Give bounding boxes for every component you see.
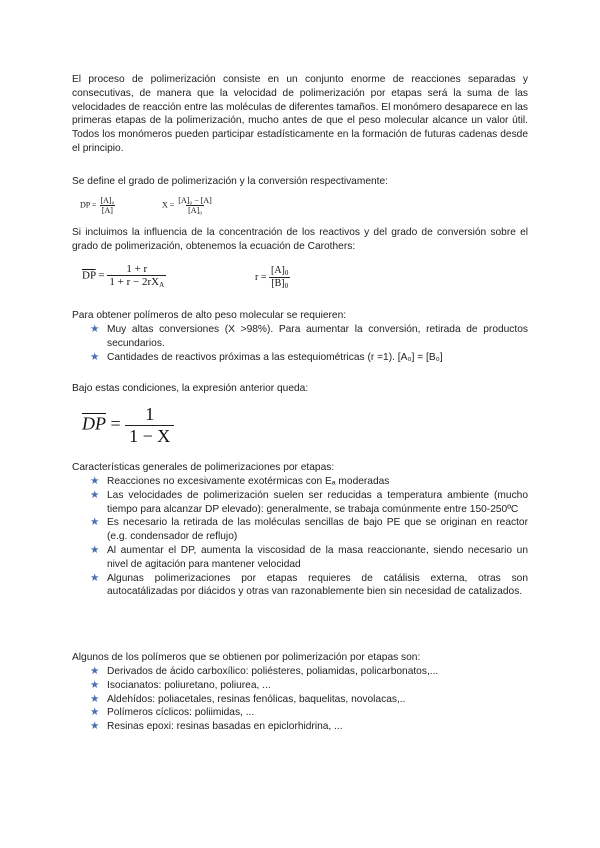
list-item-text: Reacciones no excesivamente exotérmicas con Eₐ moderadas — [107, 476, 390, 487]
ratio-num-sub: 0 — [284, 269, 289, 277]
simplified-fraction — [125, 404, 174, 447]
list-item — [90, 516, 528, 544]
list-item — [90, 693, 528, 707]
dp-formula-num: [A]₀ — [100, 196, 115, 205]
simplified-num: 1 — [145, 404, 155, 424]
list-item — [90, 475, 528, 489]
dp-formula — [80, 196, 116, 215]
definition-text: Se define el grado de polimerización y la conversión respectivamente: — [72, 176, 388, 187]
list-item — [90, 323, 528, 351]
list-item-text: Isocianatos: poliuretano, poliurea, ... — [107, 679, 271, 691]
dp-formula-den: [A] — [101, 206, 113, 215]
simplified-equation — [82, 404, 174, 447]
conversion-formula-num: [A]₀ − [A] — [178, 196, 212, 205]
simplified-eq: = — [110, 413, 121, 434]
features-list — [90, 475, 528, 599]
carothers-intro: Si incluimos la influencia de la concentración de los reactivos y del grado de conversión sobre el grado de polimerización, obtenemos la ecuación de Carothers: — [72, 227, 528, 252]
simplified-intro: Bajo estas condiciones, la expresión anterior queda: — [72, 383, 309, 394]
list-item-text: Es necesario la retirada de las moléculas sencillas de bajo PE que se originan en reactor (e.g. condensador de reflujo) — [107, 517, 528, 543]
dp-formula-fraction — [98, 196, 116, 215]
carothers-fraction — [107, 263, 166, 289]
polymers-intro: Algunos de los polímeros que se obtienen por polimerización por etapas son: — [72, 652, 421, 663]
polymers-list — [90, 665, 528, 734]
list-item-text: Las velocidades de polimerización suelen ser reducidas a temperatura ambiente (mucho tiempo para alcanzar DP elevado): generalmente, se trabaja comúnmente entre 150-250ºC — [107, 489, 528, 515]
carothers-den-wrap — [107, 275, 166, 289]
star-bullet-icon: ★ — [90, 350, 100, 363]
ratio-den: [B] — [271, 278, 285, 289]
ratio-equation — [255, 265, 290, 290]
list-item — [90, 544, 528, 572]
ratio-num: [A] — [270, 265, 285, 276]
list-item — [90, 489, 528, 517]
conversion-formula-fraction — [176, 196, 214, 215]
list-item — [90, 706, 528, 720]
list-item — [90, 665, 528, 679]
star-bullet-icon: ★ — [90, 475, 100, 487]
star-bullet-icon: ★ — [90, 720, 100, 733]
features-intro: Características generales de polimerizaciones por etapas: — [72, 462, 335, 473]
carothers-eq: = — [98, 269, 105, 282]
carothers-num: 1 + r — [126, 263, 148, 275]
list-item-text: Aldehídos: poliacetales, resinas fenólicas, baquelitas, novolacas,.. — [107, 693, 406, 705]
conversion-formula-den: [A]₀ — [188, 206, 202, 215]
list-item — [90, 351, 528, 365]
ratio-den-wrap — [269, 277, 290, 290]
list-item — [90, 679, 528, 693]
dp-formula-lhs: DP = — [80, 200, 97, 210]
high-mw-list — [90, 323, 528, 364]
conversion-formula-lhs: X = — [162, 200, 175, 210]
list-item — [90, 720, 528, 734]
list-item-text: Derivados de ácido carboxílico: poliésteres, poliamidas, policarbonatos,... — [107, 666, 439, 677]
simplified-den: 1 − X — [125, 425, 174, 447]
simplified-lhs: $\overline{DP}$ — [82, 413, 106, 434]
star-bullet-icon: ★ — [90, 678, 100, 691]
ratio-den-sub: 0 — [284, 282, 289, 290]
intro-paragraph: El proceso de polimerización consiste en un conjunto enorme de reacciones separadas y consecutivas, de manera que la velocidad de polimerización por etapas será la suma de las velocidades de reacción entre las moléculas de diferentes tamaños. El monómero desaparece en las primeras etapas de la polimerización, mucho antes de que el peso molecular alcance un valor útil. Todos los monómeros pueden participar estadísticamente en la formación de futuras cadenas desde el principio. — [72, 74, 528, 154]
star-bullet-icon: ★ — [90, 706, 100, 719]
list-item-text: Cantidades de reactivos próximas a las estequiométricas (r =1). [A₀] = [B₀] — [107, 351, 443, 363]
conversion-formula — [162, 196, 214, 215]
star-bullet-icon: ★ — [90, 543, 100, 556]
ratio-num-wrap — [269, 265, 290, 277]
star-bullet-icon: ★ — [90, 665, 100, 677]
carothers-equation — [82, 263, 166, 289]
list-item-text: Polímeros cíclicos: poliimidas, ... — [107, 707, 255, 719]
list-item-text: Resinas epoxi: resinas basadas en epiclorhidrina, ... — [107, 721, 343, 733]
star-bullet-icon: ★ — [90, 488, 100, 501]
carothers-den: 1 + r − 2rX — [109, 276, 160, 288]
carothers-lhs: $\overline{DP}$ — [82, 269, 96, 282]
star-bullet-icon: ★ — [90, 571, 100, 584]
list-item-text: Al aumentar el DP, aumenta la viscosidad de la masa reaccionante, siendo necesario un nivel de agitación para mantener velocidad — [107, 544, 528, 570]
star-bullet-icon: ★ — [90, 516, 100, 529]
list-item-text: Muy altas conversiones (X >98%). Para aumentar la conversión, retirada de productos secundarios. — [107, 324, 528, 349]
list-item-text: Algunas polimerizaciones por etapas requieres de catálisis externa, otras son autocatálizadas por diácidos y otras van razonablemente bien sin necesidad de catalizados. — [107, 572, 528, 598]
carothers-den-sub: A — [159, 281, 165, 289]
ratio-lhs: r = — [255, 271, 267, 283]
high-mw-intro: Para obtener polímeros de alto peso molecular se requieren: — [72, 310, 347, 321]
ratio-fraction — [269, 265, 290, 290]
star-bullet-icon: ★ — [90, 323, 100, 335]
list-item — [90, 572, 528, 600]
star-bullet-icon: ★ — [90, 692, 100, 705]
